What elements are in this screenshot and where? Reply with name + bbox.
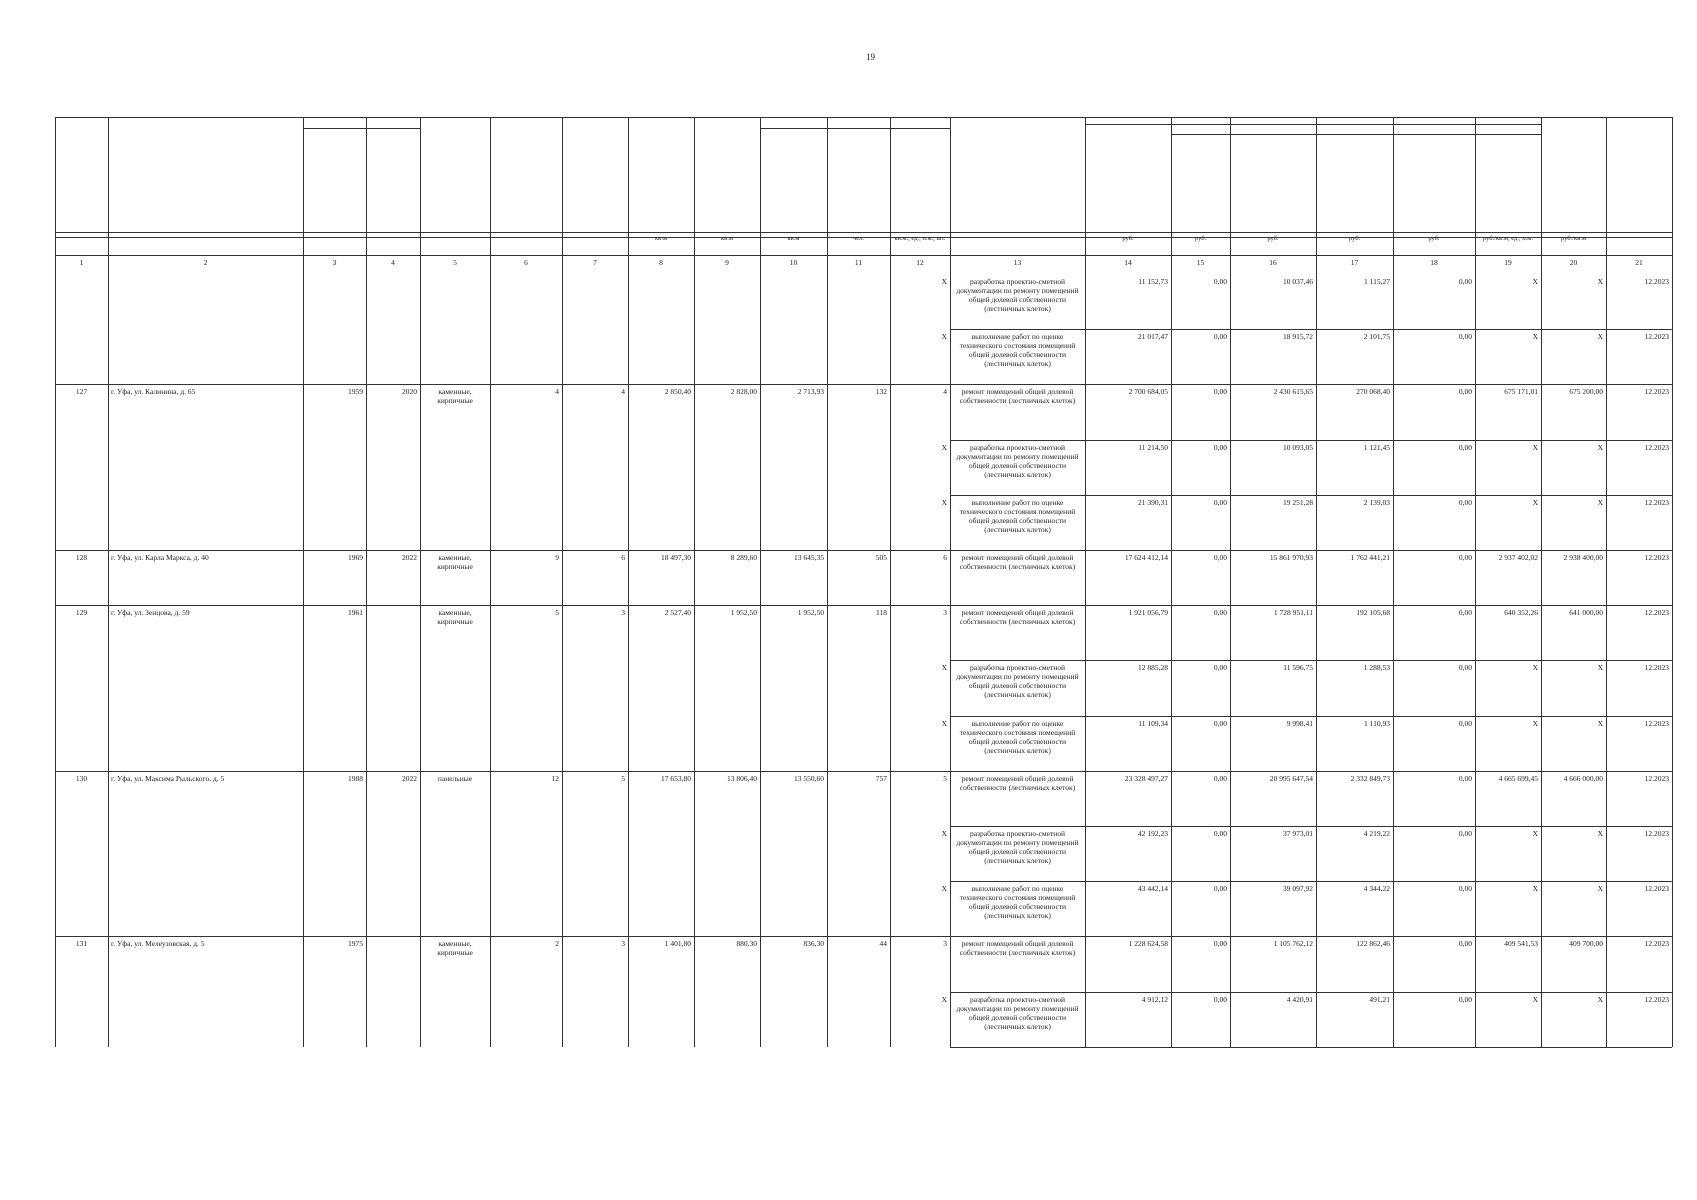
grid-hline xyxy=(950,716,1672,717)
cell-owners: 0,00 xyxy=(1458,332,1472,342)
cell-material: панельные xyxy=(437,773,473,783)
cell-date: 12.2023 xyxy=(1644,442,1669,452)
cell-work: ремонт помещений общей долевой собственности (лестничных клеток) xyxy=(959,553,1076,571)
header-unit: руб./кв.м xyxy=(1560,235,1587,242)
header-cell-deadline xyxy=(1608,120,1670,248)
cell-unit-cost: X xyxy=(1532,829,1538,838)
cell-date: 12.2023 xyxy=(1644,994,1669,1004)
cell-unit: 4 xyxy=(943,387,947,397)
cell-unit-cost: X xyxy=(1532,718,1538,728)
cell-entrances: 3 xyxy=(621,939,625,949)
cell-repaired: 2020 xyxy=(402,387,417,397)
cell-work: ремонт помещений общей долевой собственности (лестничных клеток) xyxy=(959,608,1076,627)
cell-area-all: 8 289,60 xyxy=(730,553,757,562)
grid-hline xyxy=(950,826,1672,827)
grid-hline xyxy=(55,936,1672,937)
header-col-number: 8 xyxy=(659,258,663,267)
header-col-number: 14 xyxy=(1124,258,1132,267)
cell-area-paid: 13 550,60 xyxy=(794,773,824,783)
cell-rep: 15 861 970,93 xyxy=(1269,553,1313,562)
cell-material: каменные, кирпичные xyxy=(437,939,473,958)
cell-unit-cost: X xyxy=(1532,497,1538,507)
cell-owners: 0,00 xyxy=(1458,939,1472,949)
cell-work: ремонт помещений общей долевой собственности (лестничных клеток) xyxy=(959,773,1076,792)
cell-owners: 0,00 xyxy=(1458,497,1472,507)
cell-residents: 505 xyxy=(875,553,887,562)
grid-vline xyxy=(366,117,367,1047)
header-col-number: 9 xyxy=(725,258,729,267)
grid-vline xyxy=(760,117,761,1047)
grid-vline xyxy=(950,117,951,1047)
grid-hline xyxy=(950,440,1672,441)
header-col-number: 18 xyxy=(1430,258,1438,267)
header-cell-max-cost xyxy=(1543,120,1604,230)
cell-work: выполнение работ по оценке технического состояния помещений общей долевой собственности (лестничных клеток) xyxy=(959,497,1076,534)
cell-date: 12.2023 xyxy=(1644,884,1669,894)
header-col-number: 10 xyxy=(789,258,798,267)
cell-total: 11 214,50 xyxy=(1138,442,1168,452)
cell-rep: 4 420,91 xyxy=(1286,994,1313,1004)
cell-address: г. Уфа, ул. Максима Рыльского, д. 5 xyxy=(111,773,225,783)
header-col-number: 5 xyxy=(453,258,457,267)
cell-owners: 0,00 xyxy=(1458,387,1472,397)
header-cell-total-area xyxy=(630,122,692,230)
cell-unit: 3 xyxy=(943,608,947,618)
cell-floors: 12 xyxy=(551,773,559,783)
cell-max-cost: 2 938 400,00 xyxy=(1563,553,1603,562)
cell-local: 491,21 xyxy=(1369,994,1390,1004)
cell-total: 21 017,47 xyxy=(1138,332,1168,342)
header-unit: кв.м., ед., п.м., шт. xyxy=(894,235,946,242)
cell-local: 4 219,22 xyxy=(1363,829,1390,838)
cell-area-all: 2 828,00 xyxy=(730,387,757,397)
cell-area-paid: 2 713,93 xyxy=(797,387,824,397)
cell-max-cost: 675 200,00 xyxy=(1569,387,1603,397)
cell-built: 1961 xyxy=(348,608,363,618)
grid-vline xyxy=(303,117,304,1047)
cell-unit: X xyxy=(941,663,947,673)
cell-entrances: 6 xyxy=(621,553,625,562)
grid-vline xyxy=(490,117,491,1047)
cell-local: 1 288,53 xyxy=(1363,663,1390,673)
header-cell-year-last-repair xyxy=(368,132,418,230)
header-cell-area-paid xyxy=(762,132,825,230)
grid-vline xyxy=(1393,117,1394,1047)
cell-unit: X xyxy=(941,884,947,894)
cell-rep: 19 251,28 xyxy=(1283,497,1313,507)
cell-work: разработка проектно-сметной документации по ремонту помещений общей долевой собственности (лестничных клеток) xyxy=(956,994,1079,1031)
cell-residents: 132 xyxy=(875,387,887,397)
cell-entrances: 4 xyxy=(621,387,625,397)
cell-total-area: 1 401,80 xyxy=(664,939,691,949)
cell-local: 1 762 441,21 xyxy=(1350,553,1390,562)
cell-fund: 0,00 xyxy=(1213,497,1227,507)
cell-owners: 0,00 xyxy=(1458,663,1472,673)
header-cell-entrances xyxy=(564,122,626,230)
header-col-number: 17 xyxy=(1350,258,1359,267)
grid-vline xyxy=(628,117,629,1047)
cell-no: 130 xyxy=(75,773,88,783)
header-cell-cost-local xyxy=(1318,138,1391,230)
header-unit: кв.м xyxy=(655,235,667,242)
grid-vline xyxy=(1475,117,1476,1047)
cell-unit: X xyxy=(941,277,947,286)
cell-repaired: 2022 xyxy=(402,553,417,562)
cell-max-cost: 4 666 000,00 xyxy=(1563,773,1603,783)
header-col-number: 3 xyxy=(332,258,337,267)
header-col-number: 20 xyxy=(1569,258,1578,267)
cell-rep: 9 998,41 xyxy=(1286,718,1313,728)
cell-date: 12.2023 xyxy=(1644,663,1669,673)
cell-rep: 10 037,46 xyxy=(1283,277,1313,286)
cell-material: каменные, кирпичные xyxy=(437,387,473,406)
cell-floors: 4 xyxy=(555,387,559,397)
cell-max-cost: X xyxy=(1597,994,1603,1004)
grid-vline xyxy=(562,117,563,1047)
header-col-number: 6 xyxy=(524,258,528,267)
cell-max-cost: X xyxy=(1597,829,1603,838)
cell-unit: X xyxy=(941,829,947,838)
cell-owners: 0,00 xyxy=(1458,829,1472,838)
cell-unit-cost: X xyxy=(1532,994,1538,1004)
cell-date: 12.2023 xyxy=(1644,387,1669,397)
header-cell-cost-republic xyxy=(1232,138,1314,230)
grid-hline xyxy=(950,992,1672,993)
cell-fund: 0,00 xyxy=(1213,442,1227,452)
grid-vline xyxy=(694,117,695,1047)
cell-total: 1 921 056,79 xyxy=(1128,608,1168,618)
cell-no: 127 xyxy=(75,387,88,397)
grid-vline xyxy=(55,117,56,1047)
cell-max-cost: X xyxy=(1597,497,1603,507)
cell-max-cost: X xyxy=(1597,663,1603,673)
cell-work: разработка проектно-сметной документации по ремонту помещений общей долевой собственности (лестничных клеток) xyxy=(956,829,1079,865)
grid-vline xyxy=(1085,117,1086,1047)
grid-vline xyxy=(1230,117,1231,1047)
cell-owners: 0,00 xyxy=(1458,608,1472,618)
cell-unit-cost: 2 937 402,02 xyxy=(1498,553,1538,562)
cell-work: выполнение работ по оценке технического состояния помещений общей долевой собственности (лестничных клеток) xyxy=(959,884,1076,921)
header-unit: руб. xyxy=(1194,235,1207,242)
cell-entrances: 5 xyxy=(621,773,625,783)
cell-local: 192 105,68 xyxy=(1356,608,1390,618)
cell-work: выполнение работ по оценке технического состояния помещений общей долевой собственности (лестничных клеток) xyxy=(959,332,1076,369)
cell-fund: 0,00 xyxy=(1213,332,1227,342)
cell-total: 1 228 624,58 xyxy=(1128,939,1168,949)
grid-vline xyxy=(1672,117,1673,1047)
cell-max-cost: X xyxy=(1597,332,1603,342)
cell-fund: 0,00 xyxy=(1213,663,1227,673)
cell-max-cost: 409 700,00 xyxy=(1569,939,1603,949)
cell-owners: 0,00 xyxy=(1458,277,1472,286)
cell-address: г. Уфа, ул. Мелеузовская, д. 5 xyxy=(111,939,205,949)
cell-max-cost: X xyxy=(1597,884,1603,894)
grid-vline xyxy=(420,117,421,1047)
header-col-number: 11 xyxy=(854,258,863,267)
cell-fund: 0,00 xyxy=(1213,829,1227,838)
header-col-number: 12 xyxy=(916,258,924,267)
header-cell-year-built xyxy=(305,132,364,230)
header-col-number: 2 xyxy=(203,258,208,267)
cell-date: 12.2023 xyxy=(1644,718,1669,728)
cell-total: 21 390,31 xyxy=(1138,497,1168,507)
cell-local: 1 121,45 xyxy=(1363,442,1390,452)
cell-owners: 0,00 xyxy=(1458,553,1472,562)
cell-address: г. Уфа, ул. Зенцова, д. 59 xyxy=(111,608,190,618)
cell-built: 1959 xyxy=(348,387,363,397)
header-cell-area-all xyxy=(696,132,758,230)
header-unit: руб. xyxy=(1267,235,1279,242)
cell-no: 128 xyxy=(75,553,88,562)
grid-hline xyxy=(55,771,1672,772)
header-cell-floors xyxy=(492,122,560,230)
cell-total-area: 2 527,40 xyxy=(664,608,691,618)
grid-vline xyxy=(890,117,891,1047)
cell-total: 11 109,34 xyxy=(1138,718,1168,728)
cell-date: 12.2023 xyxy=(1644,553,1669,562)
cell-owners: 0,00 xyxy=(1458,994,1472,1004)
cell-built: 1969 xyxy=(348,553,363,562)
cell-rep: 37 973,01 xyxy=(1283,829,1313,838)
grid-hline xyxy=(55,255,1672,256)
cell-rep: 20 995 647,54 xyxy=(1269,773,1313,783)
grid-hline xyxy=(950,881,1672,882)
cell-rep: 2 430 615,65 xyxy=(1273,387,1313,397)
header-col-number: 16 xyxy=(1269,258,1277,267)
header-unit: руб. xyxy=(1122,235,1134,242)
cell-date: 12.2023 xyxy=(1644,497,1669,507)
header-cell-cost-total xyxy=(1087,138,1169,230)
grid-vline xyxy=(1606,117,1607,1047)
grid-hline xyxy=(950,1047,1672,1048)
cell-fund: 0,00 xyxy=(1213,718,1227,728)
cell-area-all: 880,30 xyxy=(736,939,757,949)
cell-no: 129 xyxy=(75,608,88,618)
grid-hline xyxy=(1085,124,1541,125)
cell-total-area: 17 653,80 xyxy=(661,773,691,783)
cell-fund: 0,00 xyxy=(1213,939,1227,949)
cell-date: 12.2023 xyxy=(1644,608,1669,618)
header-cell-wall-material xyxy=(422,122,488,230)
header-col-number: 4 xyxy=(391,258,395,267)
header-unit: руб. xyxy=(1348,235,1361,242)
cell-work: ремонт помещений общей долевой собственности (лестничных клеток) xyxy=(959,387,1076,406)
cell-residents: 118 xyxy=(876,608,887,618)
cell-max-cost: X xyxy=(1597,442,1603,452)
cell-unit-cost: X xyxy=(1532,663,1538,673)
header-cell-residents xyxy=(829,122,888,230)
cell-rep: 1 105 762,12 xyxy=(1273,939,1313,949)
cell-floors: 9 xyxy=(555,553,559,562)
cell-area-paid: 13 645,35 xyxy=(794,553,824,562)
cell-unit-cost: X xyxy=(1532,442,1538,452)
cell-address: г. Уфа, ул. Калинина, д. 65 xyxy=(111,387,196,397)
grid-hline xyxy=(55,550,1672,551)
cell-max-cost: X xyxy=(1597,277,1603,286)
cell-work: ремонт помещений общей долевой собственности (лестничных клеток) xyxy=(959,939,1076,958)
cell-max-cost: X xyxy=(1597,718,1603,728)
header-cell-cost-fund xyxy=(1173,138,1228,230)
cell-unit: X xyxy=(941,442,947,452)
header-cell-unit xyxy=(892,122,948,230)
cell-built: 1975 xyxy=(348,939,363,949)
grid-vline xyxy=(1316,117,1317,1047)
cell-local: 2 139,03 xyxy=(1363,497,1390,507)
cell-work: разработка проектно-сметной документации по ремонту помещений общей долевой собственности (лестничных клеток) xyxy=(956,277,1079,313)
cell-unit-cost: 640 352,26 xyxy=(1504,608,1538,618)
cell-owners: 0,00 xyxy=(1458,773,1472,783)
page-number: 19 xyxy=(866,52,875,62)
cell-date: 12.2023 xyxy=(1644,829,1669,838)
cell-area-all: 1 952,50 xyxy=(730,608,757,618)
cell-unit: X xyxy=(941,994,947,1004)
cell-material: каменные, кирпичные xyxy=(437,608,473,627)
cell-material: каменные, кирпичные xyxy=(437,553,473,571)
header-col-number: 19 xyxy=(1504,258,1512,267)
cell-total: 43 442,14 xyxy=(1138,884,1168,894)
header-cell-cost-owners xyxy=(1395,138,1473,230)
cell-fund: 0,00 xyxy=(1213,773,1227,783)
cell-floors: 5 xyxy=(555,608,559,618)
cell-unit: 5 xyxy=(943,773,947,783)
cell-fund: 0,00 xyxy=(1213,277,1227,286)
grid-hline xyxy=(950,495,1672,496)
cell-rep: 1 728 951,11 xyxy=(1273,608,1313,618)
cell-fund: 0,00 xyxy=(1213,994,1227,1004)
cell-local: 1 110,93 xyxy=(1364,718,1390,728)
cell-date: 12.2023 xyxy=(1644,773,1669,783)
cell-residents: 757 xyxy=(875,773,887,783)
cell-local: 270 068,40 xyxy=(1356,387,1390,397)
cell-no: 131 xyxy=(75,939,88,949)
cell-rep: 39 097,92 xyxy=(1283,884,1313,894)
cell-max-cost: 641 000,00 xyxy=(1569,608,1603,618)
grid-hline xyxy=(55,605,1672,606)
cell-fund: 0,00 xyxy=(1213,553,1227,562)
grid-vline xyxy=(1171,117,1172,1047)
header-unit: кв.м xyxy=(787,235,800,242)
cell-total: 11 152,73 xyxy=(1138,277,1168,286)
header-col-number: 15 xyxy=(1196,258,1205,267)
cell-entrances: 3 xyxy=(621,608,625,618)
cell-total-area: 18 497,30 xyxy=(661,553,691,562)
cell-date: 12.2023 xyxy=(1644,277,1669,286)
cell-floors: 2 xyxy=(555,939,559,949)
grid-hline xyxy=(55,232,1672,233)
cell-unit-cost: X xyxy=(1532,884,1538,894)
cell-area-all: 13 806,40 xyxy=(727,773,757,783)
header-unit: чел. xyxy=(852,235,865,242)
cell-total: 12 885,28 xyxy=(1138,663,1168,673)
cell-fund: 0,00 xyxy=(1213,884,1227,894)
grid-vline xyxy=(1541,117,1542,1047)
cell-owners: 0,00 xyxy=(1458,718,1472,728)
cell-local: 2 332 849,73 xyxy=(1350,773,1390,783)
cell-repaired: 2022 xyxy=(402,773,417,783)
cell-work: выполнение работ по оценке технического состояния помещений общей долевой собственности (лестничных клеток) xyxy=(959,718,1076,755)
cell-unit: 6 xyxy=(943,553,947,562)
cell-total: 4 912,12 xyxy=(1141,994,1168,1004)
header-col-number: 21 xyxy=(1635,258,1643,267)
cell-rep: 10 093,05 xyxy=(1283,442,1313,452)
header-unit: кв.м xyxy=(721,235,733,242)
cell-date: 12.2023 xyxy=(1644,332,1669,342)
cell-rep: 18 915,72 xyxy=(1283,332,1313,342)
header-col-number: 1 xyxy=(79,258,84,267)
cell-unit: X xyxy=(941,718,947,728)
cell-residents: 44 xyxy=(879,939,887,949)
cell-total: 42 192,23 xyxy=(1138,829,1168,838)
cell-local: 122 862,46 xyxy=(1356,939,1390,949)
cell-date: 12.2023 xyxy=(1644,939,1669,949)
cell-unit: X xyxy=(941,332,947,342)
cell-fund: 0,00 xyxy=(1213,608,1227,618)
cell-total-area: 2 850,40 xyxy=(664,387,691,397)
cell-unit-cost: 409 541,53 xyxy=(1504,939,1538,949)
cell-unit-cost: X xyxy=(1532,332,1538,342)
cell-local: 2 101,75 xyxy=(1363,332,1390,342)
cell-unit: 3 xyxy=(943,939,947,949)
cell-total: 17 624 412,14 xyxy=(1124,553,1168,562)
grid-vline xyxy=(827,117,828,1047)
cell-unit-cost: X xyxy=(1532,277,1538,286)
cell-fund: 0,00 xyxy=(1213,387,1227,397)
cell-total: 23 328 497,27 xyxy=(1124,773,1168,783)
cell-work: разработка проектно-сметной документации по ремонту помещений общей долевой собственности (лестничных клеток) xyxy=(956,663,1079,700)
cell-total: 2 700 684,05 xyxy=(1128,387,1168,397)
cell-address: г. Уфа, ул. Карла Маркса, д. 40 xyxy=(111,553,209,562)
header-unit: руб. xyxy=(1428,235,1440,242)
cell-owners: 0,00 xyxy=(1458,884,1472,894)
header-cell-unit-cost xyxy=(1477,120,1539,230)
cell-owners: 0,00 xyxy=(1458,442,1472,452)
grid-vline xyxy=(108,117,109,1047)
grid-hline xyxy=(950,329,1672,330)
header-col-number: 13 xyxy=(1013,258,1022,267)
cell-area-paid: 1 952,50 xyxy=(797,608,824,618)
grid-hline xyxy=(55,384,1672,385)
header-unit: руб./кв.м, ед., п.м. xyxy=(1482,235,1534,242)
cell-work: разработка проектно-сметной документации по ремонту помещений общей долевой собственности (лестничных клеток) xyxy=(956,442,1079,479)
grid-hline xyxy=(303,128,420,129)
cell-rep: 11 596,75 xyxy=(1283,663,1313,673)
cell-unit-cost: 675 171,01 xyxy=(1504,387,1538,397)
cell-local: 1 115,27 xyxy=(1364,277,1390,286)
grid-hline xyxy=(950,660,1672,661)
cell-built: 1988 xyxy=(348,773,363,783)
cell-local: 4 344,22 xyxy=(1363,884,1390,894)
cell-unit-cost: 4 665 699,45 xyxy=(1498,773,1538,783)
cell-unit: X xyxy=(941,497,947,507)
grid-hline xyxy=(55,117,1672,118)
cell-area-paid: 836,30 xyxy=(803,939,824,949)
header-col-number: 7 xyxy=(593,258,597,267)
